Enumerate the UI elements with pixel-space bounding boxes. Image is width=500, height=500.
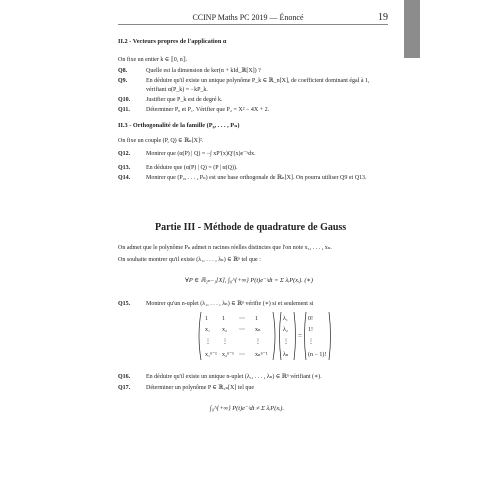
matrix-cell: ⋮: [255, 339, 261, 345]
matrix-cell: xₙ: [255, 327, 261, 333]
question-label: Q9.: [118, 78, 128, 84]
matrix-cell: xₙⁿ⁻¹: [255, 352, 268, 358]
question-label: Q12.: [118, 151, 131, 157]
page-side-tab: [404, 0, 420, 58]
question-q9-cont: [118, 86, 398, 94]
question-label: Q16.: [118, 374, 131, 380]
page-number: 19: [378, 11, 388, 23]
matrix-cell: ⋯: [239, 352, 245, 358]
section-2-2-intro: On fixe un entier k ∈ ⟦0, n⟧.: [118, 57, 188, 63]
matrix-cell: x₂ⁿ⁻¹: [222, 352, 234, 358]
matrix-cell: x₁: [205, 327, 211, 333]
rhs-cell: 0!: [308, 316, 313, 322]
question-text: Montrer que (α(P) | Q) = −∫ xP′(x)Q′(x)e⁻ˣdx.: [146, 151, 256, 157]
rhs-cell: ⋮: [308, 339, 314, 345]
vandermonde-system: [195, 310, 335, 362]
matrix-cell: 1: [205, 316, 208, 322]
question-text: Montrer qu'un n-uplet (λ₁, . . . , λₙ) ∈ ℝⁿ vérifie (∗) si et seulement si: [146, 301, 314, 307]
question-label: Q17.: [118, 385, 131, 391]
question-q14: [118, 174, 398, 182]
question-q12: [118, 150, 398, 158]
header-title: CCINP Maths PC 2019 — Énoncé: [192, 12, 304, 22]
matrix-cell: x₂: [222, 327, 228, 333]
question-label: Q13.: [118, 165, 131, 171]
matrix-cell: ⋯: [239, 316, 245, 322]
matrix-cell: ⋯: [239, 327, 245, 333]
matrix-cell: x₁ⁿ⁻¹: [205, 352, 217, 358]
question-text: En déduire qu'il existe un unique polynôme P_k ∈ ℝ_n[X], de coefficient dominant égal à 1,: [146, 78, 370, 84]
question-label: Q8.: [118, 68, 128, 74]
question-q9: [118, 77, 398, 85]
formula-star: ∀P ∈ ℝ₂ₙ₋₁[X], ∫₀^{+∞} P(t)e⁻ᵗdt = Σ λᵢP(xᵢ). (∗): [185, 277, 314, 284]
part-3-title: Partie III - Méthode de quadrature de Gauss: [155, 222, 347, 233]
rhs-cell: (n − 1)!: [308, 352, 327, 358]
rhs-cell: 1!: [308, 327, 313, 333]
section-2-3-intro: On fixe un couple (P, Q) ∈ ℝₙ[X]².: [118, 138, 204, 144]
part-3-intro-2: On souhaite montrer qu'il existe (λ₁, . . . , λₙ) ∈ ℝⁿ tel que :: [118, 257, 261, 263]
question-q16: [118, 373, 398, 381]
question-q13: [118, 164, 398, 172]
lambda-cell: λ₂: [283, 327, 289, 333]
formula-q17: ∫₀^{+∞} P(t)e⁻ᵗdt ≠ Σ λᵢP(xᵢ).: [210, 405, 284, 412]
question-text: vérifiant α(P_k) = −kP_k.: [146, 87, 208, 93]
question-text: Justifier que P_k est de degré k.: [146, 97, 223, 103]
question-text: Montrer que (P₀, . . . , Pₙ) est une base orthogonale de ℝₙ[X]. On pourra utiliser Q9 et Q13.: [146, 175, 367, 181]
question-text: Déterminer P₀ et P₁. Vérifier que P₂ = X² − 4X + 2.: [146, 107, 270, 113]
lambda-cell: λ₁: [283, 316, 289, 322]
matrix-cell: ⋮: [205, 339, 211, 345]
question-label: Q10.: [118, 97, 131, 103]
question-q11: [118, 106, 398, 114]
lambda-cell: λₙ: [283, 352, 289, 358]
question-q17: [118, 384, 398, 392]
svg-text:=: =: [298, 332, 302, 340]
question-q8: [118, 67, 398, 75]
matrix-cell: 1: [222, 316, 225, 322]
matrix-cell: 1: [255, 316, 258, 322]
part-3-intro-1: On admet que le polynôme Pₙ admet n racines réelles distinctes que l'on note x₁, . . . , xₙ.: [118, 245, 332, 251]
section-heading-2-3: II.3 - Orthogonalité de la famille (P₀, . . . , Pₙ): [118, 122, 240, 129]
question-text: En déduire que (α(P) | Q) = (P | α(Q)).: [146, 165, 238, 171]
question-q15: [118, 300, 398, 308]
question-text: En déduire qu'il existe un unique n-uplet (λ₁, . . . , λₙ) ∈ ℝⁿ vérifiant (∗).: [146, 374, 322, 380]
question-text: Quelle est la dimension de ker(α + kId_ℝ[X]) ?: [146, 68, 261, 74]
question-q10: [118, 96, 398, 104]
matrix-cell: ⋮: [222, 339, 228, 345]
lambda-cell: ⋮: [283, 339, 289, 345]
question-label: Q14.: [118, 175, 131, 181]
header-rule: [118, 24, 388, 25]
question-label: Q11.: [118, 107, 130, 113]
section-heading-2-2: II.2 - Vecteurs propres de l'application α: [118, 38, 227, 45]
question-label: Q15.: [118, 301, 131, 307]
question-text: Déterminer un polynôme P ∈ ℝ₂ₙ[X] tel que: [146, 385, 255, 391]
